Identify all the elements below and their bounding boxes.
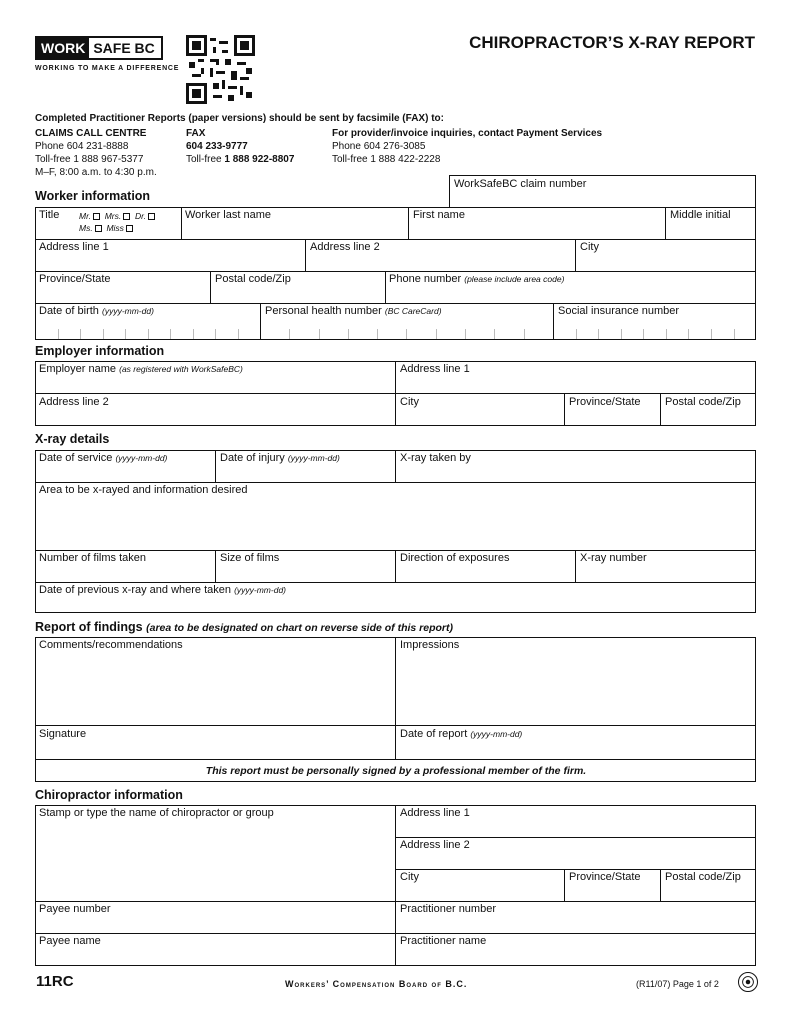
title-options — [79, 210, 155, 234]
dob-label: Date of birth — [39, 305, 99, 317]
title-mrs-label: Mrs. — [104, 211, 122, 221]
chiro-stamp-field[interactable]: Stamp or type the name of chiropractor or group — [39, 807, 274, 819]
signature-note: This report must be personally signed by a professional member of the firm. — [205, 765, 587, 777]
date-of-service-label: Date of service — [39, 452, 113, 464]
chiro-postal-field[interactable]: Postal code/Zip — [665, 871, 741, 883]
phone-label: Phone number — [389, 273, 462, 285]
claims-tollfree: Toll-free 1 888 967-5377 — [35, 154, 144, 165]
payee-name-field[interactable]: Payee name — [39, 935, 101, 947]
social-insurance-number-field[interactable]: Social insurance number — [558, 305, 680, 317]
title-dr-label: Dr. — [134, 211, 146, 221]
payee-number-field[interactable]: Payee number — [39, 903, 111, 915]
sin-digit-boxes — [554, 329, 756, 339]
impressions-field[interactable]: Impressions — [400, 639, 460, 651]
title-dr-checkbox[interactable] — [148, 213, 155, 220]
provider-contact — [332, 127, 602, 166]
worker-address1-field[interactable]: Address line 1 — [39, 241, 109, 253]
employer-name-field[interactable] — [39, 363, 243, 375]
logo-work-text: WORK — [37, 38, 89, 58]
middle-initial-field[interactable]: Middle initial — [670, 209, 731, 221]
xray-number-field[interactable]: X-ray number — [580, 552, 647, 564]
seal-icon — [738, 972, 758, 992]
date-of-report-field[interactable] — [400, 728, 522, 740]
fax-tollfree: 1 888 922-8807 — [224, 154, 295, 165]
fax-contact — [186, 127, 294, 166]
employer-postal-field[interactable]: Postal code/Zip — [665, 396, 741, 408]
practitioner-number-field[interactable]: Practitioner number — [400, 903, 496, 915]
phn-label: Personal health number — [265, 305, 382, 317]
title-mr-label: Mr. — [79, 211, 91, 221]
chiro-city-field[interactable]: City — [400, 871, 419, 883]
form-title: CHIROPRACTOR’S X-RAY REPORT — [469, 33, 755, 52]
findings-section-heading — [35, 620, 453, 634]
employer-name-hint: (as registered with WorkSafeBC) — [119, 364, 243, 374]
title-label: Title — [39, 209, 60, 221]
direction-of-exposures-field[interactable]: Direction of exposures — [400, 552, 510, 564]
personal-health-number-field[interactable] — [265, 305, 442, 317]
chiro-province-field[interactable]: Province/State — [569, 871, 641, 883]
dob-hint: (yyyy-mm-dd) — [101, 306, 154, 316]
logo-safebc-text: SAFE BC — [93, 40, 155, 56]
signature-field[interactable]: Signature — [39, 728, 87, 740]
previous-xray-label: Date of previous x-ray and where taken — [39, 584, 231, 596]
fax-instructions: Completed Practitioner Reports (paper versions) should be sent by facsimile (FAX) to: — [35, 113, 444, 124]
qr-code-icon — [186, 35, 255, 104]
worker-province-field[interactable]: Province/State — [39, 273, 111, 285]
fax-heading: FAX — [186, 128, 206, 139]
phone-hint: (please include area code) — [464, 274, 565, 284]
size-of-films-field[interactable]: Size of films — [220, 552, 280, 564]
findings-heading-text: Report of findings — [35, 620, 143, 634]
chiro-address2-field[interactable]: Address line 2 — [400, 839, 470, 851]
first-name-field[interactable]: First name — [413, 209, 465, 221]
previous-xray-hint: (yyyy-mm-dd) — [234, 585, 287, 595]
area-to-xray-field[interactable]: Area to be x-rayed and information desired — [39, 484, 248, 496]
comments-field[interactable]: Comments/recommendations — [39, 639, 183, 651]
date-of-service-hint: (yyyy-mm-dd) — [115, 453, 168, 463]
worker-postal-field[interactable]: Postal code/Zip — [215, 273, 291, 285]
title-mr-checkbox[interactable] — [93, 213, 100, 220]
date-of-injury-field[interactable] — [220, 452, 340, 464]
fax-number: 604 233-9777 — [186, 141, 248, 152]
claim-number-label: WorkSafeBC claim number — [454, 178, 587, 190]
form-code: 11RC — [36, 973, 74, 990]
chiro-address1-field[interactable]: Address line 1 — [400, 807, 470, 819]
worker-address2-field[interactable]: Address line 2 — [310, 241, 380, 253]
title-ms-label: Ms. — [79, 223, 93, 233]
claims-contact — [35, 127, 157, 179]
worker-city-field[interactable]: City — [580, 241, 599, 253]
date-of-report-label: Date of report — [400, 728, 468, 740]
claim-number-field[interactable] — [449, 175, 756, 208]
employer-section-heading: Employer information — [35, 344, 165, 358]
chiro-section-heading: Chiropractor information — [35, 788, 183, 802]
title-miss-checkbox[interactable] — [126, 225, 133, 232]
employer-name-label: Employer name — [39, 363, 117, 375]
findings-heading-note: (area to be designated on chart on reverse side of this report) — [146, 622, 454, 634]
date-of-injury-hint: (yyyy-mm-dd) — [287, 453, 340, 463]
logo-tagline: WORKING TO MAKE A DIFFERENCE — [35, 65, 180, 72]
date-of-birth-field[interactable] — [39, 305, 154, 317]
worker-phone-field[interactable] — [389, 273, 564, 285]
employer-address1-field[interactable]: Address line 1 — [400, 363, 470, 375]
date-of-service-field[interactable] — [39, 452, 167, 464]
provider-tollfree: Toll-free 1 888 422-2228 — [332, 154, 441, 165]
xray-taken-by-field[interactable]: X-ray taken by — [400, 452, 471, 464]
claims-hours: M–F, 8:00 a.m. to 4:30 p.m. — [35, 167, 157, 178]
title-ms-checkbox[interactable] — [95, 225, 102, 232]
revision-page: (R11/07) Page 1 of 2 — [636, 979, 719, 989]
phn-digit-boxes — [261, 329, 553, 339]
number-of-films-field[interactable]: Number of films taken — [39, 552, 146, 564]
worker-last-name-field[interactable]: Worker last name — [185, 209, 271, 221]
organization-name: Workers’ Compensation Board of B.C. — [285, 979, 468, 989]
fax-tollfree-label: Toll-free — [186, 154, 222, 165]
dob-digit-boxes — [36, 329, 260, 339]
worker-section-heading: Worker information — [35, 189, 151, 203]
employer-city-field[interactable]: City — [400, 396, 419, 408]
worksafebc-logo — [35, 36, 163, 60]
date-of-report-hint: (yyyy-mm-dd) — [470, 729, 523, 739]
practitioner-name-field[interactable]: Practitioner name — [400, 935, 487, 947]
provider-phone: Phone 604 276-3085 — [332, 141, 426, 152]
date-of-injury-label: Date of injury — [220, 452, 285, 464]
provider-heading: For provider/invoice inquiries, contact Payment Services — [332, 128, 603, 139]
previous-xray-field[interactable] — [39, 584, 286, 596]
claims-phone: Phone 604 231-8888 — [35, 141, 129, 152]
employer-province-field[interactable]: Province/State — [569, 396, 641, 408]
phn-hint: (BC CareCard) — [384, 306, 442, 316]
xray-section-heading: X-ray details — [35, 432, 110, 446]
title-miss-label: Miss — [106, 223, 124, 233]
employer-address2-field[interactable]: Address line 2 — [39, 396, 109, 408]
title-mrs-checkbox[interactable] — [123, 213, 130, 220]
claims-heading: CLAIMS CALL CENTRE — [35, 128, 147, 139]
